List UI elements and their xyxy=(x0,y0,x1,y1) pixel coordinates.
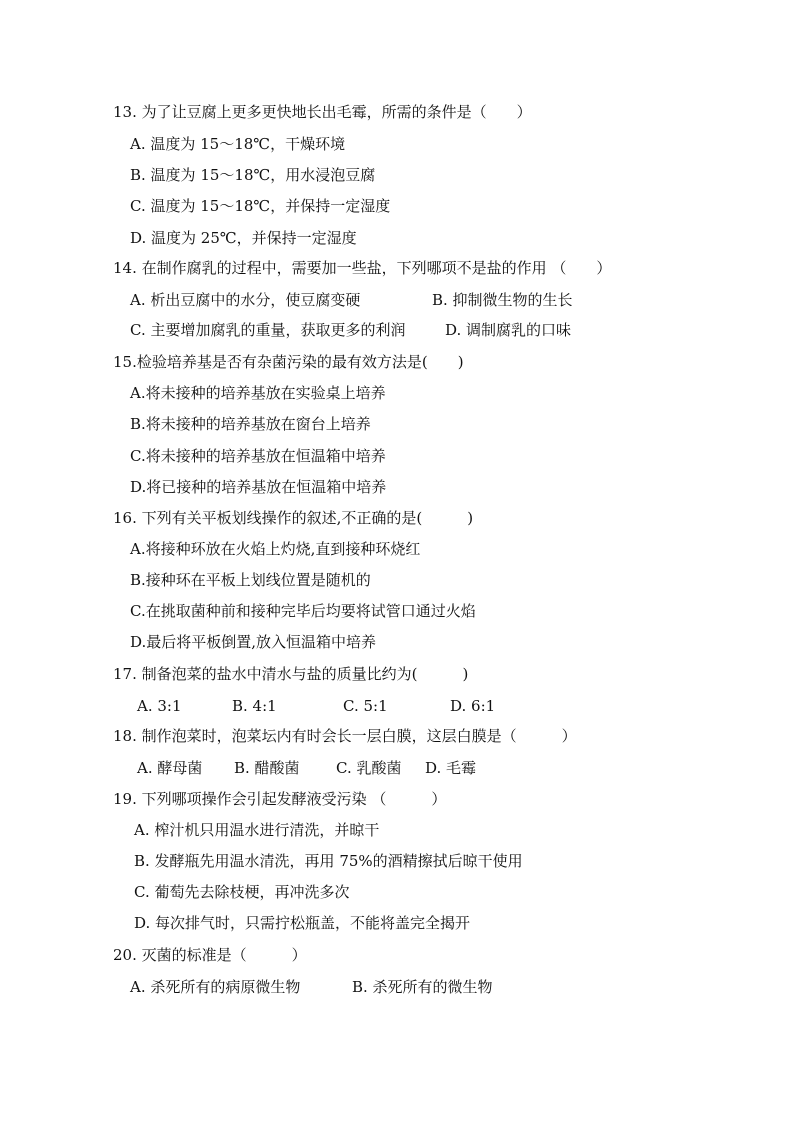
question-18-option-b: B. 醋酸菌 xyxy=(234,759,300,777)
question-15-option-d: D.将已接种的培养基放在恒温箱中培养 xyxy=(130,478,387,496)
question-17-option-a: A. 3:1 xyxy=(137,697,182,715)
question-14-option-b: B. 抑制微生物的生长 xyxy=(432,291,573,309)
question-17-stem: 17. 制备泡菜的盐水中清水与盐的质量比约为( ) xyxy=(113,665,469,683)
question-18-stem: 18. 制作泡菜时，泡菜坛内有时会长一层白膜，这层白膜是（ ） xyxy=(113,727,577,745)
question-17-option-c: C. 5:1 xyxy=(343,697,388,715)
question-15-option-b: B.将未接种的培养基放在窗台上培养 xyxy=(130,415,371,433)
question-16-stem: 16. 下列有关平板划线操作的叙述,不正确的是( ) xyxy=(113,509,474,527)
question-14-option-a: A. 析出豆腐中的水分，使豆腐变硬 xyxy=(130,291,361,309)
question-13-option-b: B. 温度为 15～18℃，用水浸泡豆腐 xyxy=(130,166,376,184)
question-19-option-c: C. 葡萄先去除枝梗，再冲洗多次 xyxy=(134,883,350,901)
question-19-stem: 19. 下列哪项操作会引起发酵液受污染 （ ） xyxy=(113,790,447,808)
question-14-option-d: D. 调制腐乳的口味 xyxy=(445,321,572,339)
question-20-stem: 20. 灭菌的标准是（ ） xyxy=(113,946,307,964)
question-13-option-d: D. 温度为 25℃，并保持一定湿度 xyxy=(130,229,357,247)
question-19-option-a: A. 榨汁机只用温水进行清洗，并晾干 xyxy=(134,821,380,839)
question-20-option-a: A. 杀死所有的病原微生物 xyxy=(130,978,301,996)
question-17-option-b: B. 4:1 xyxy=(232,697,277,715)
question-18-option-a: A. 酵母菌 xyxy=(137,759,203,777)
question-20-option-b: B. 杀死所有的微生物 xyxy=(352,978,493,996)
question-13-option-a: A. 温度为 15～18℃，干燥环境 xyxy=(130,135,346,153)
question-15-stem: 15.检验培养基是否有杂菌污染的最有效方法是( ) xyxy=(113,353,464,371)
question-18-option-c: C. 乳酸菌 xyxy=(336,759,402,777)
question-16-option-a: A.将接种环放在火焰上灼烧,直到接种环烧红 xyxy=(130,540,421,558)
question-13-option-c: C. 温度为 15～18℃，并保持一定湿度 xyxy=(130,197,391,215)
question-17-option-d: D. 6:1 xyxy=(450,697,496,715)
question-19-option-d: D. 每次排气时，只需拧松瓶盖，不能将盖完全揭开 xyxy=(134,914,471,932)
question-16-option-d: D.最后将平板倒置,放入恒温箱中培养 xyxy=(130,633,377,651)
question-15-option-a: A.将未接种的培养基放在实验桌上培养 xyxy=(130,384,386,402)
question-15-option-c: C.将未接种的培养基放在恒温箱中培养 xyxy=(130,447,386,465)
question-19-option-b: B. 发酵瓶先用温水清洗，再用 75%的酒精擦拭后晾干使用 xyxy=(134,852,523,870)
question-13-stem: 13. 为了让豆腐上更多更快地长出毛霉，所需的条件是（ ） xyxy=(113,103,532,121)
question-14-option-c: C. 主要增加腐乳的重量，获取更多的利润 xyxy=(130,321,406,339)
question-14-stem: 14. 在制作腐乳的过程中，需要加一些盐，下列哪项不是盐的作用 （ ） xyxy=(113,259,612,277)
question-18-option-d: D. 毛霉 xyxy=(425,759,477,777)
question-16-option-b: B.接种环在平板上划线位置是随机的 xyxy=(130,571,371,589)
question-16-option-c: C.在挑取菌种前和接种完毕后均要将试管口通过火焰 xyxy=(130,602,476,620)
